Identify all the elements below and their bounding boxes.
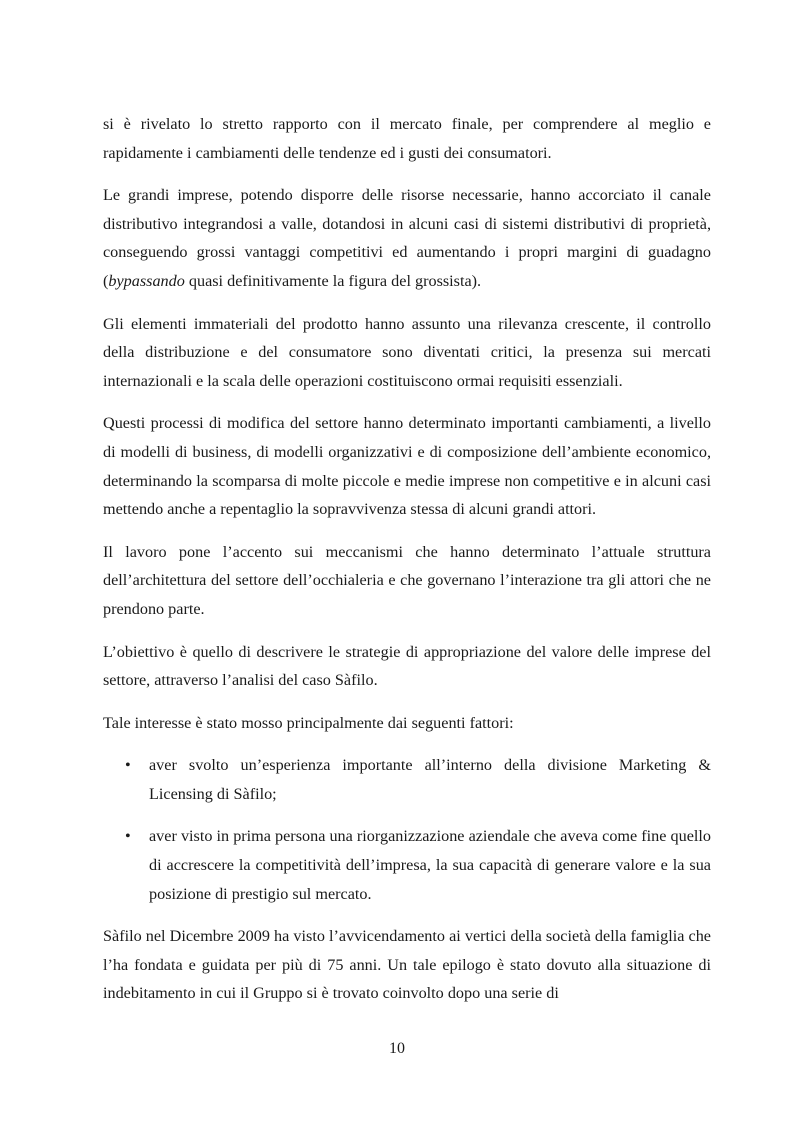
paragraph: Il lavoro pone l’accento sui meccanismi che hanno determinato l’attuale struttura dell’architettura del settore dell’occhialeria e che governano l’interazione tra gli attori che ne prendono parte. bbox=[103, 542, 711, 618]
paragraph-text: quasi definitivamente la figura del grossista). bbox=[184, 271, 482, 290]
bullet-list bbox=[103, 751, 711, 908]
paragraph: si è rivelato lo stretto rapporto con il mercato finale, per comprendere al meglio e rapidamente i cambiamenti delle tendenze ed i gusti dei consumatori. bbox=[103, 115, 711, 162]
paragraph: L’obiettivo è quello di descrivere le strategie di appropriazione del valore delle imprese del settore, attraverso l’analisi del caso Sàfilo. bbox=[103, 642, 711, 690]
paragraph bbox=[103, 181, 711, 295]
list-item bbox=[103, 822, 711, 908]
paragraph-text: Le grandi imprese, potendo disporre delle risorse necessarie, hanno accorciato il canale distributivo integrandosi a valle, dotandosi in alcuni casi di sistemi distributivi di proprietà, conseguendo grossi vantaggi competitivi ed aumentando i propri margini di guadagno ( bbox=[103, 186, 711, 290]
bullet-icon: • bbox=[125, 827, 131, 846]
italic-term: bypassando bbox=[108, 271, 185, 290]
page-body bbox=[103, 110, 711, 1022]
list-item-text: aver visto in prima persona una riorganizzazione aziendale che aveva come fine quello di accrescere la competitività dell’impresa, la sua capacità di generare valore e la sua posizione di prestigio sul mercato. bbox=[149, 827, 711, 903]
bullet-icon: • bbox=[125, 756, 131, 775]
list-item-text: aver svolto un’esperienza importante all’interno della divisione Marketing & Licensing di Sàfilo; bbox=[149, 756, 711, 803]
paragraph: Gli elementi immateriali del prodotto hanno assunto una rilevanza crescente, il controllo della distribuzione e del consumatore sono diventati critici, la presenza sui mercati internazionali e la scala delle operazioni costituiscono ormai requisiti essenziali. bbox=[103, 314, 711, 390]
page-number: 10 bbox=[389, 1040, 405, 1057]
list-item bbox=[103, 751, 711, 808]
paragraph: Sàfilo nel Dicembre 2009 ha visto l’avvicendamento ai vertici della società della famiglia che l’ha fondata e guidata per più di 75 anni. Un tale epilogo è stato dovuto alla situazione di indebitamento in cui il Gruppo si è trovato coinvolto dopo una serie di bbox=[103, 927, 711, 1003]
paragraph: Tale interesse è stato mosso principalmente dai seguenti fattori: bbox=[103, 713, 514, 732]
paragraph: Questi processi di modifica del settore hanno determinato importanti cambiamenti, a livello di modelli di business, di modelli organizzativi e di composizione dell’ambiente economico, determinando la scomparsa di molte piccole e medie imprese non competitive e in alcuni casi mettendo anche a repentaglio la sopravvivenza stessa di alcuni grandi attori. bbox=[103, 414, 711, 519]
